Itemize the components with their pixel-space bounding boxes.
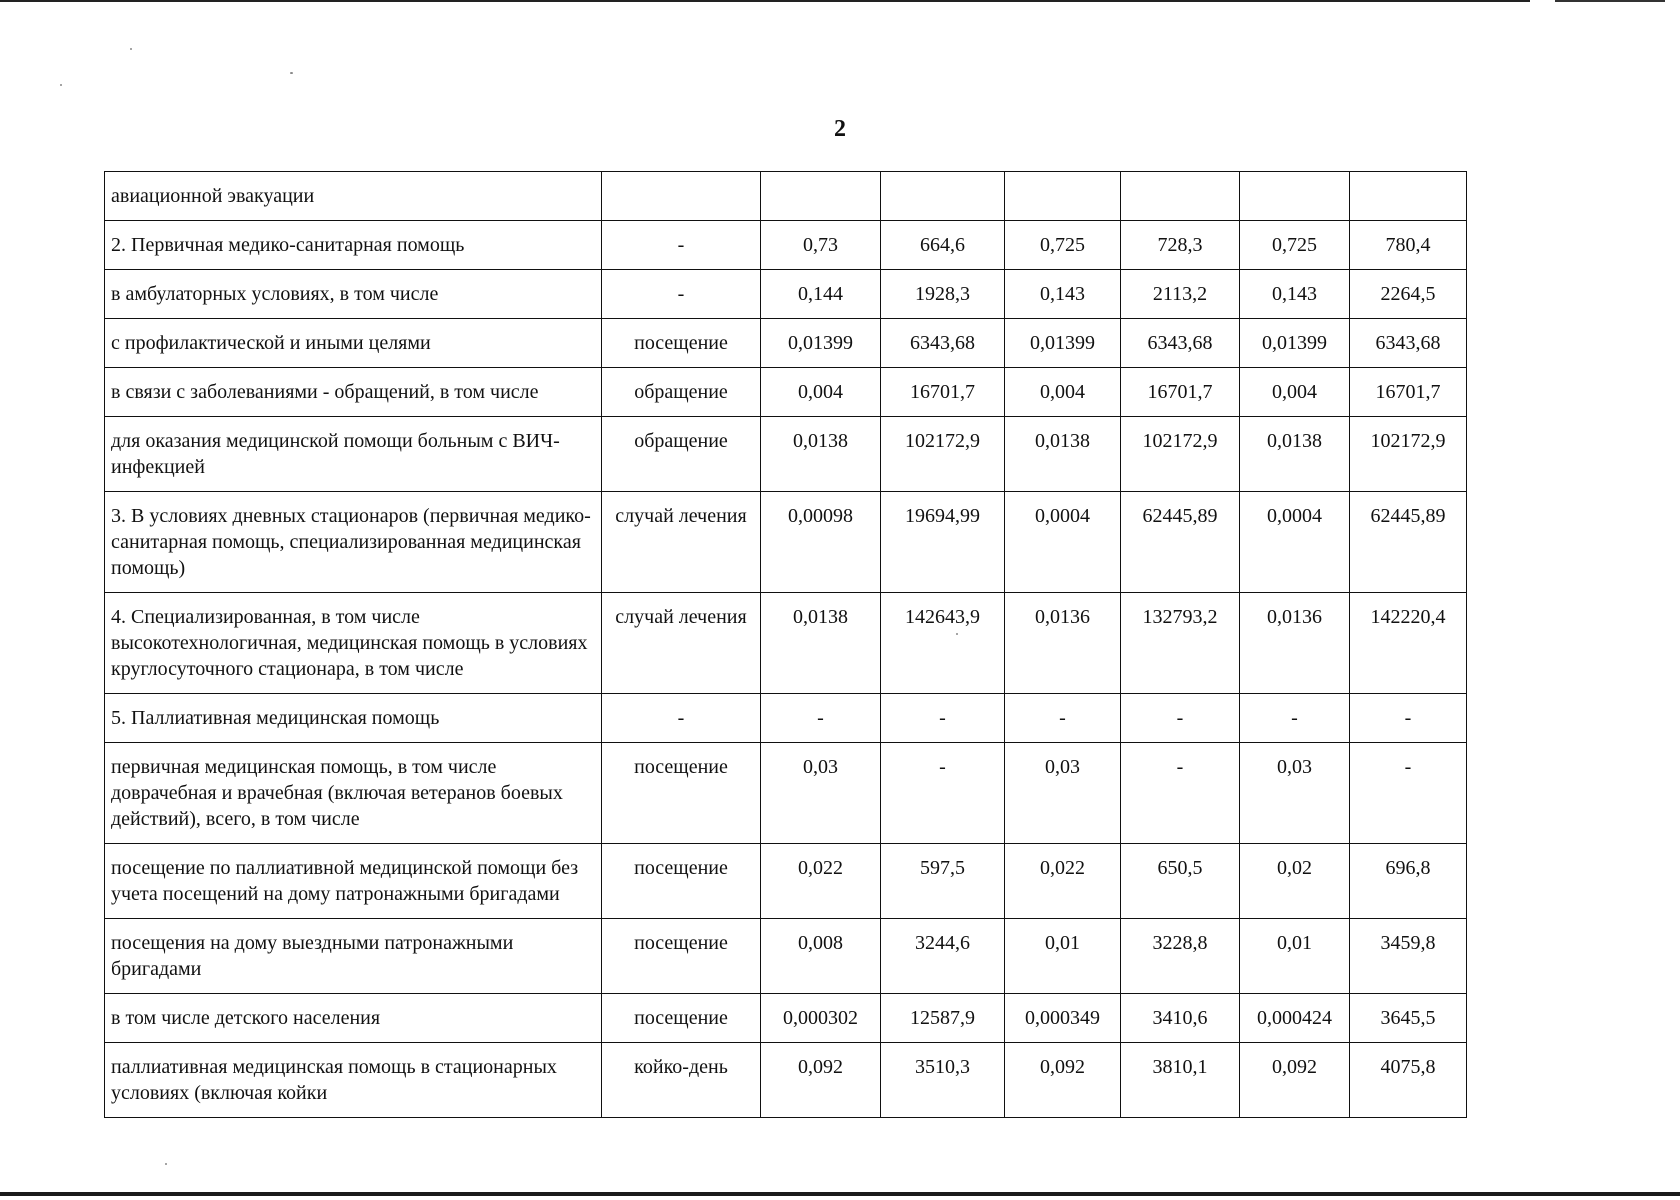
table-row: [105, 593, 1467, 694]
row-label: в связи с заболеваниями - обращений, в том числе: [105, 368, 602, 417]
row-label: посещение по паллиативной медицинской помощи без учета посещений на дому патронажными бригадами: [105, 844, 602, 919]
value-cell: 0,092: [1240, 1043, 1350, 1118]
value-cell: 664,6: [881, 221, 1005, 270]
table-row: [105, 221, 1467, 270]
value-cell: 3228,8: [1121, 919, 1240, 994]
value-cell: 0,143: [1005, 270, 1121, 319]
scan-speck: [290, 72, 293, 74]
value-cell: 6343,68: [1121, 319, 1240, 368]
row-label: 2. Первичная медико-санитарная помощь: [105, 221, 602, 270]
value-cell: 0,144: [761, 270, 881, 319]
unit-cell: посещение: [602, 743, 761, 844]
value-cell: -: [1240, 694, 1350, 743]
unit-cell: -: [602, 270, 761, 319]
indicators-table: [104, 171, 1467, 1118]
value-cell: 3510,3: [881, 1043, 1005, 1118]
value-cell: 16701,7: [1350, 368, 1467, 417]
table-row: [105, 1043, 1467, 1118]
value-cell: 0,725: [1240, 221, 1350, 270]
value-cell: 0,0004: [1005, 492, 1121, 593]
value-cell: 3810,1: [1121, 1043, 1240, 1118]
table-row: [105, 492, 1467, 593]
unit-cell: обращение: [602, 368, 761, 417]
value-cell: 2113,2: [1121, 270, 1240, 319]
value-cell: 3459,8: [1350, 919, 1467, 994]
value-cell: [1005, 172, 1121, 221]
value-cell: 0,01399: [1005, 319, 1121, 368]
row-label: с профилактической и иными целями: [105, 319, 602, 368]
value-cell: 102172,9: [1121, 417, 1240, 492]
value-cell: 0,02: [1240, 844, 1350, 919]
row-label: посещения на дому выездными патронажными бригадами: [105, 919, 602, 994]
scan-speck: [60, 84, 62, 86]
row-label: в том числе детского населения: [105, 994, 602, 1043]
table-row: [105, 172, 1467, 221]
unit-cell: [602, 172, 761, 221]
value-cell: -: [881, 743, 1005, 844]
value-cell: [1121, 172, 1240, 221]
value-cell: 102172,9: [1350, 417, 1467, 492]
value-cell: 0,0004: [1240, 492, 1350, 593]
value-cell: 0,000424: [1240, 994, 1350, 1043]
value-cell: 0,01: [1005, 919, 1121, 994]
row-label: для оказания медицинской помощи больным с ВИЧ-инфекцией: [105, 417, 602, 492]
value-cell: 0,03: [1005, 743, 1121, 844]
value-cell: -: [1005, 694, 1121, 743]
value-cell: -: [881, 694, 1005, 743]
value-cell: 0,01: [1240, 919, 1350, 994]
value-cell: -: [1121, 743, 1240, 844]
row-label: 3. В условиях дневных стационаров (первичная медико-санитарная помощь, специализированная медицинская помощь): [105, 492, 602, 593]
value-cell: 0,092: [1005, 1043, 1121, 1118]
table-row: [105, 417, 1467, 492]
value-cell: 3410,6: [1121, 994, 1240, 1043]
value-cell: -: [1350, 743, 1467, 844]
value-cell: 142220,4: [1350, 593, 1467, 694]
value-cell: 0,004: [1240, 368, 1350, 417]
value-cell: 12587,9: [881, 994, 1005, 1043]
row-label: 5. Паллиативная медицинская помощь: [105, 694, 602, 743]
value-cell: 0,008: [761, 919, 881, 994]
unit-cell: обращение: [602, 417, 761, 492]
value-cell: 1928,3: [881, 270, 1005, 319]
value-cell: 0,022: [761, 844, 881, 919]
unit-cell: -: [602, 694, 761, 743]
value-cell: 0,03: [761, 743, 881, 844]
value-cell: 0,0136: [1240, 593, 1350, 694]
table-row: [105, 743, 1467, 844]
table-row: [105, 368, 1467, 417]
value-cell: [761, 172, 881, 221]
value-cell: 0,73: [761, 221, 881, 270]
value-cell: 0,00098: [761, 492, 881, 593]
value-cell: 597,5: [881, 844, 1005, 919]
table-row: [105, 319, 1467, 368]
table-row: [105, 844, 1467, 919]
value-cell: [1350, 172, 1467, 221]
scan-edge-bottom: [0, 1192, 1680, 1196]
value-cell: 16701,7: [881, 368, 1005, 417]
value-cell: -: [761, 694, 881, 743]
value-cell: 0,000302: [761, 994, 881, 1043]
table-row: [105, 919, 1467, 994]
scan-speck: [165, 1163, 167, 1165]
unit-cell: случай лечения: [602, 492, 761, 593]
value-cell: 142643,9: [881, 593, 1005, 694]
unit-cell: посещение: [602, 919, 761, 994]
value-cell: 3645,5: [1350, 994, 1467, 1043]
value-cell: 0,01399: [761, 319, 881, 368]
value-cell: 0,143: [1240, 270, 1350, 319]
value-cell: -: [1350, 694, 1467, 743]
value-cell: 0,725: [1005, 221, 1121, 270]
table-row: [105, 694, 1467, 743]
row-label: паллиативная медицинская помощь в стационарных условиях (включая койки: [105, 1043, 602, 1118]
unit-cell: посещение: [602, 844, 761, 919]
value-cell: 16701,7: [1121, 368, 1240, 417]
value-cell: [1240, 172, 1350, 221]
value-cell: 0,0136: [1005, 593, 1121, 694]
value-cell: 0,0138: [761, 417, 881, 492]
value-cell: 19694,99: [881, 492, 1005, 593]
value-cell: 0,092: [761, 1043, 881, 1118]
value-cell: 0,022: [1005, 844, 1121, 919]
value-cell: 3244,6: [881, 919, 1005, 994]
unit-cell: посещение: [602, 319, 761, 368]
value-cell: -: [1121, 694, 1240, 743]
value-cell: 0,004: [1005, 368, 1121, 417]
value-cell: 728,3: [1121, 221, 1240, 270]
value-cell: 0,0138: [1240, 417, 1350, 492]
row-label: авиационной эвакуации: [105, 172, 602, 221]
value-cell: 780,4: [1350, 221, 1467, 270]
value-cell: 650,5: [1121, 844, 1240, 919]
table-body: [105, 172, 1467, 1118]
value-cell: 4075,8: [1350, 1043, 1467, 1118]
value-cell: 2264,5: [1350, 270, 1467, 319]
scan-edge-top-fragment: [1555, 0, 1665, 2]
value-cell: 132793,2: [1121, 593, 1240, 694]
value-cell: 0,0138: [761, 593, 881, 694]
value-cell: 6343,68: [881, 319, 1005, 368]
scan-edge-top: [0, 0, 1530, 2]
value-cell: 0,01399: [1240, 319, 1350, 368]
table-row: [105, 270, 1467, 319]
value-cell: 102172,9: [881, 417, 1005, 492]
unit-cell: посещение: [602, 994, 761, 1043]
table-row: [105, 994, 1467, 1043]
row-label: 4. Специализированная, в том числе высокотехнологичная, медицинская помощь в условиях круглосуточного стационара, в том числе: [105, 593, 602, 694]
unit-cell: случай лечения: [602, 593, 761, 694]
value-cell: [881, 172, 1005, 221]
row-label: в амбулаторных условиях, в том числе: [105, 270, 602, 319]
row-label: первичная медицинская помощь, в том числе доврачебная и врачебная (включая ветеранов боевых действий), всего, в том числе: [105, 743, 602, 844]
unit-cell: койко-день: [602, 1043, 761, 1118]
value-cell: 62445,89: [1121, 492, 1240, 593]
value-cell: 6343,68: [1350, 319, 1467, 368]
value-cell: 0,0138: [1005, 417, 1121, 492]
page-number: 2: [834, 116, 846, 142]
scan-speck: [130, 48, 132, 50]
value-cell: 0,000349: [1005, 994, 1121, 1043]
unit-cell: -: [602, 221, 761, 270]
value-cell: 62445,89: [1350, 492, 1467, 593]
value-cell: 0,004: [761, 368, 881, 417]
value-cell: 0,03: [1240, 743, 1350, 844]
value-cell: 696,8: [1350, 844, 1467, 919]
